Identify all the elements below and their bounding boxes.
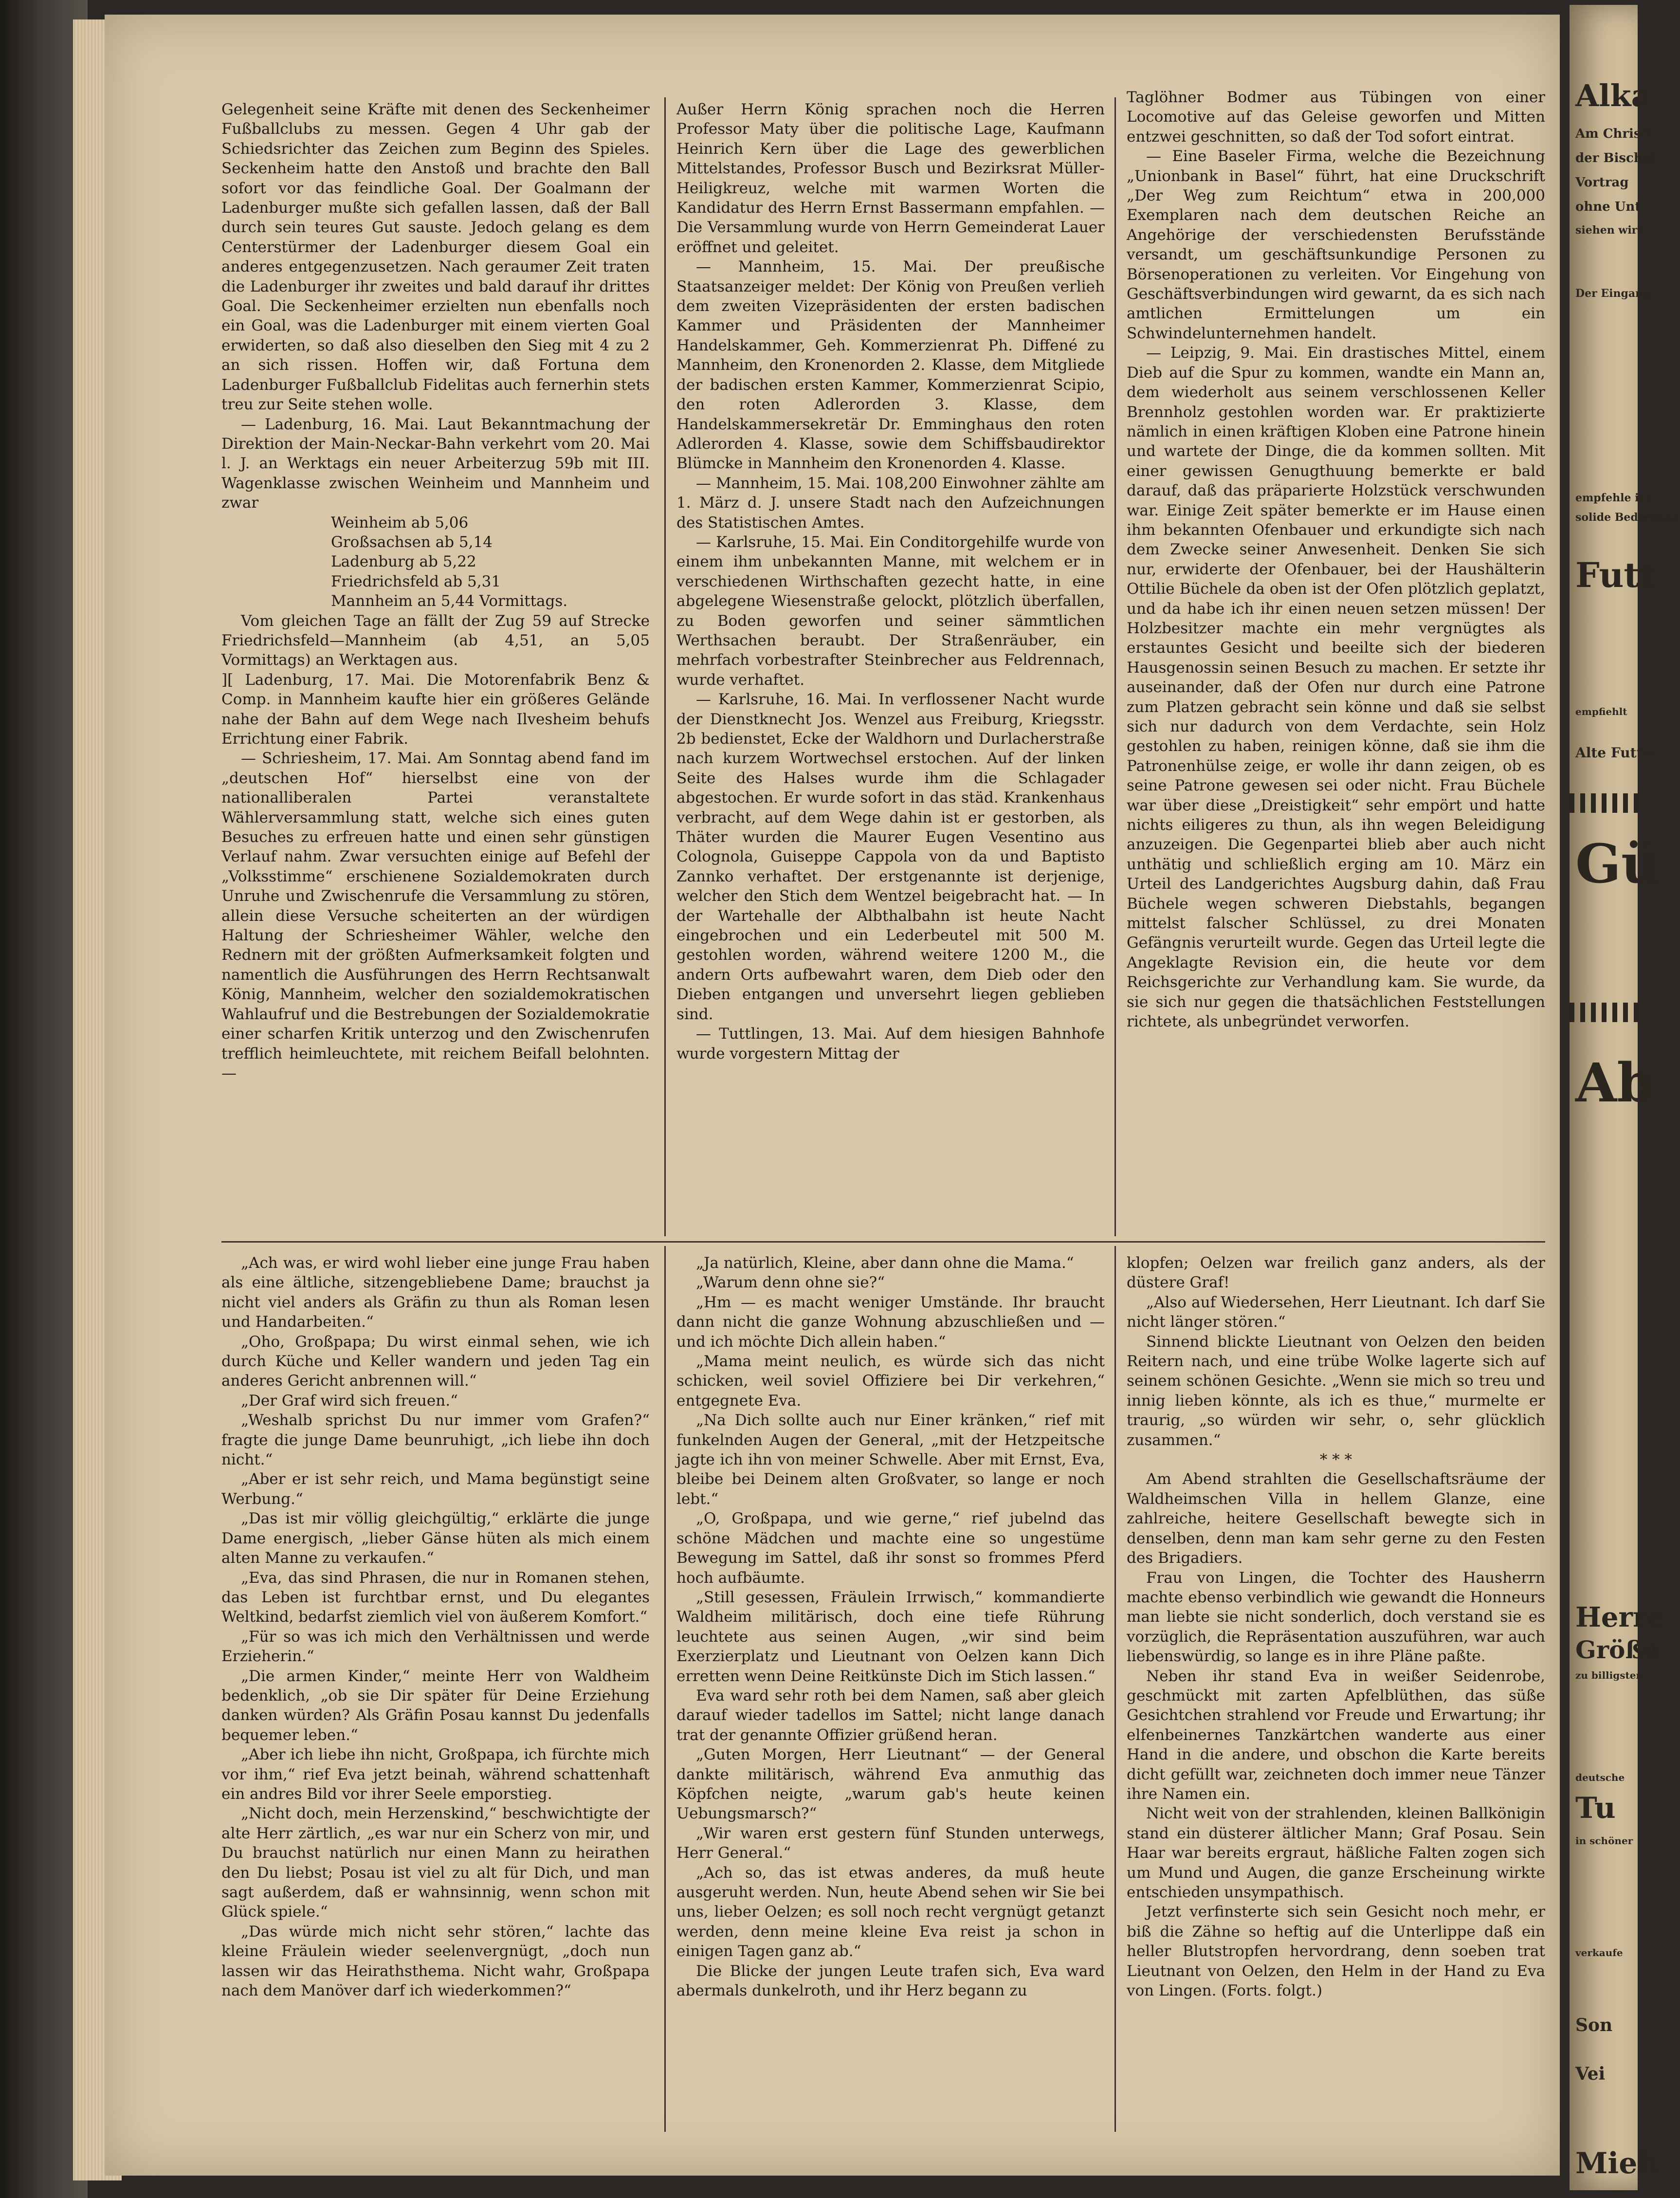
story-paragraph: „Warum denn ohne sie?“ <box>696 1274 885 1292</box>
ad-fragment: Vei <box>1575 2064 1606 2084</box>
newspaper-page <box>105 15 1560 2176</box>
story-paragraph: „Eva, das sind Phrasen, die nur in Romanen stehen, das Leben ist furchtbar ernst, und Du elegantes Weltkind, bedarfst ziemlich viel von äußerem Komfort.“ <box>221 1569 650 1626</box>
article-paragraph: — Mannheim, 15. Mai. Der preußische Staatsanzeiger meldet: Der König von Preußen verlieh dem zweiten Vizepräsidenten der ersten badischen Kammer und Präsidenten der Mannheimer Handelskammer, Geh. Kommerzienrat Ph. Diffené zu Mannheim, den Kronenorden 2. Klasse, dem Mitgliede der badischen ersten Kammer, Kommerzienrat Scipio, den roten Adlerorden 3. Klasse, dem Handelskammersekretär Dr. Emminghaus den roten Adlerorden 4. Klasse, sowie dem Schiffsbaudirektor Blümcke in Mannheim den Kronenorden 4. Klasse. <box>676 258 1105 473</box>
timetable-line: Mannheim an 5,44 Vormittags. <box>331 592 568 610</box>
feuilleton-rule <box>221 1241 1545 1243</box>
ad-fragment: in schöner <box>1575 1835 1633 1847</box>
story-paragraph: „O, Großpapa, und wie gerne,“ rief jubelnd das schöne Mädchen und machte eine so ungestüme Bewegung im Sattel, daß ihr sonst so frommes Pferd hoch aufbäumte. <box>676 1510 1105 1587</box>
ad-fragment: Son <box>1575 2015 1613 2035</box>
ad-fragment: Vortrag <box>1575 175 1629 190</box>
ad-fragment: Der Eingang <box>1575 287 1651 300</box>
news-column-2 <box>676 100 1105 1063</box>
article-paragraph: — Tuttlingen, 13. Mai. Auf dem hiesigen Bahnhofe wurde vorgestern Mittag der <box>676 1025 1105 1062</box>
column-rule <box>1114 1246 1116 2132</box>
story-paragraph: „Das würde mich nicht sehr stören,“ lachte das kleine Fräulein wieder seelenvergnügt, „doch nun lassen wir das Heirathsthema. Nicht wahr, Großpapa nach dem Manöver darf ich wiederkommen?“ <box>221 1923 650 2000</box>
story-paragraph: „Nicht doch, mein Herzenskind,“ beschwichtigte der alte Herr zärtlich, „es war nur ein Scherz von mir, und Du brauchst natürlich nur einen Mann zu heirathen den Du liebst; Posau ist viel zu alt für Dich, und man sagt außerdem, daß er wahnsinnig, wenn schon mit Glück spiele.“ <box>221 1805 650 1921</box>
ad-fragment: ohne Unt <box>1575 200 1641 214</box>
facing-page-edge <box>1570 5 1680 2190</box>
article-paragraph: Taglöhner Bodmer aus Tübingen von einer Locomotive auf das Geleise geworfen und Mitten entzwei geschnitten, so daß der Tod sofort eintrat. <box>1127 89 1545 146</box>
news-column-1 <box>221 100 650 1083</box>
story-paragraph: Sinnend blickte Lieutnant von Oelzen den beiden Reitern nach, und eine trübe Wolke lagerte sich auf seinem schönen Gesichte. „Wenn sie mich so treu und innig lieben könnte, als ich es thue,“ murmelte er traurig, „so würden wir sehr, o, sehr glücklich zusammen.“ <box>1127 1333 1545 1449</box>
ad-fragment: der Bischof <box>1575 151 1657 165</box>
ad-ornament <box>1570 1003 1638 1022</box>
ad-fragment: verkaufe <box>1575 1947 1623 1959</box>
article-paragraph: Außer Herrn König sprachen noch die Herren Professor Maty über die politische Lage, Kaufmann Heinrich Kern über die Lage des gewerblichen Mittelstandes, Professor Busch und Bezirksrat Müller-Heiligkreuz, welche mit warmen Worten die Kandidatur des Herrn Ernst Bassermann empfahlen. — Die Versammlung wurde von Herrn Gemeinderat Lauer eröffnet und geleitet. <box>676 101 1105 256</box>
ad-fragment: Alka <box>1575 78 1651 113</box>
ad-fragment: Größe <box>1575 1635 1660 1664</box>
story-paragraph: „Wir waren erst gestern fünf Stunden unterwegs, Herr General.“ <box>676 1824 1105 1862</box>
ad-fragment: Gü <box>1575 832 1660 895</box>
article-paragraph: — Ladenburg, 16. Mai. Laut Bekanntmachung der Direktion der Main-Neckar-Bahn verkehrt vom 20. Mai l. J. an Werktags ein neuer Arbeiterzug 59b mit III. Wagenklasse zwischen Weinheim und Mannheim und zwar <box>221 415 650 512</box>
story-column-1 <box>221 1253 650 2000</box>
story-paragraph: „Aber er ist sehr reich, und Mama begünstigt seine Werbung.“ <box>221 1470 650 1508</box>
column-rule <box>664 1246 666 2132</box>
ad-fragment: Ab <box>1575 1051 1655 1114</box>
article-paragraph: — Schriesheim, 17. Mai. Am Sonntag abend fand im „deutschen Hof“ hierselbst eine von der nationalliberalen Partei veranstaltete Wählerversammlung statt, welche sich eines guten Besuches zu erfreuen hatte und einen sehr günstigen Verlauf nahm. Zwar versuchten einige auf Befehl der „Volksstimme“ erschienene Sozialdemokraten durch Unruhe und Zwischenrufe die Versammlung zu stören, allein diese Versuche scheiterten an der würdigen Haltung der Schriesheimer Wähler, welche den Rednern mit der größten Aufmerksamkeit folgten und namentlich die Ausführungen des Herrn Rechtsanwalt König, Mannheim, welcher den sozialdemokratischen Wahlaufruf und die Bestrebungen der Sozialdemokratie einer scharfen Kritik unterzog und den Zwischenrufen trefflich heimleuchtete, mit reichem Beifall belohnten. — <box>221 750 650 1082</box>
ad-fragment: deutsche <box>1575 1772 1625 1783</box>
ad-fragment: solide Bedienung <box>1575 511 1680 524</box>
story-paragraph: Die Blicke der jungen Leute trafen sich, Eva ward abermals dunkelroth, und ihr Herz begann zu <box>676 1962 1105 2000</box>
ad-ornament <box>1570 793 1638 813</box>
story-paragraph: Am Abend strahlten die Gesellschaftsräume der Waldheimschen Villa in hellem Glanze, eine zahlreiche, heitere Gesellschaft bewegte sich in denselben, denn man kam sehr gerne zu den Festen des Brigadiers. <box>1127 1470 1545 1567</box>
story-column-3 <box>1127 1253 1545 2000</box>
story-paragraph: Neben ihr stand Eva in weißer Seidenrobe, geschmückt mit zarten Apfelblüthen, das süße Gesichtchen strahlend vor Freude und Erwartung; ihr elfenbeinernes Tanzkärtchen wanderte aus einer Hand in die andere, und obschon die Karte bereits dicht gefüllt war, zeichneten doch immer neue Tänzer ihre Namen ein. <box>1127 1667 1545 1803</box>
story-paragraph: Nicht weit von der strahlenden, kleinen Ballkönigin stand ein düsterer ältlicher Mann; Graf Posau. Sein Haar war bereits ergraut, häßliche Falten zogen sich um Mund und Augen, die ganze Erscheinung wirkte entschieden unsympathisch. <box>1127 1805 1545 1901</box>
timetable-line: Ladenburg ab 5,22 <box>331 553 476 571</box>
story-paragraph: „Hm — es macht weniger Umstände. Ihr braucht dann nicht die ganze Wohnung abzuschließen und — und ich möchte Dich allein haben.“ <box>676 1293 1105 1351</box>
story-paragraph: „Still gesessen, Fräulein Irrwisch,“ kommandierte Waldheim militärisch, doch eine tiefe Rührung leuchtete aus seinen Augen, „wir sind beim Exerzierplatz und Lieutnant von Oelzen kann Dich erretten wenn Deine Reitkünste Dich im Stich lassen.“ <box>676 1588 1105 1685</box>
ad-fragment: Herre <box>1575 1601 1665 1633</box>
story-paragraph: „Oho, Großpapa; Du wirst einmal sehen, wie ich durch Küche und Keller wandern und jeden Tag ein anderes Gericht anbrennen will.“ <box>221 1333 650 1390</box>
article-paragraph: — Mannheim, 15. Mai. 108,200 Einwohner zählte am 1. März d. J. unsere Stadt nach den Aufzeichnungen des Statistischen Amtes. <box>676 474 1105 531</box>
story-column-2 <box>676 1253 1105 2000</box>
column-rule <box>1114 97 1116 1236</box>
story-paragraph: „Ja natürlich, Kleine, aber dann ohne die Mama.“ <box>696 1254 1074 1272</box>
ad-fragment: Tu <box>1575 1791 1616 1825</box>
story-paragraph: Frau von Lingen, die Tochter des Hausherrn machte ebenso verbindlich wie gewandt die Honneurs man liebte sie nicht sonderlich, doch verstand sie es vorzüglich, die Repräsentation auszuführen, war auch liebenswürdig, so lange es in ihre Pläne paßte. <box>1127 1569 1545 1666</box>
timetable-line: Weinheim ab 5,06 <box>331 513 469 531</box>
story-paragraph: „Weshalb sprichst Du nur immer vom Grafen?“ fragte die junge Dame beunruhigt, „ich liebe ihn doch nicht.“ <box>221 1411 650 1469</box>
story-paragraph: klopfen; Oelzen war freilich ganz anders, als der düstere Graf! <box>1127 1254 1545 1292</box>
story-paragraph: „Ach so, das ist etwas anderes, da muß heute ausgeruht werden. Nun, heute Abend sehen wir Sie bei uns, lieber Oelzen; es soll noch recht vergnügt getanzt werden, denn meine kleine Eva reist ja schon in einigen Tagen ganz ab.“ <box>676 1864 1105 1960</box>
column-rule <box>664 97 666 1236</box>
article-paragraph: ][ Ladenburg, 17. Mai. Die Motorenfabrik Benz & Comp. in Mannheim kaufte hier ein größeres Gelände nahe der Bahn auf dem Wege nach Ilvesheim behufs Errichtung einer Fabrik. <box>221 671 650 748</box>
article-paragraph: Gelegenheit seine Kräfte mit denen des Seckenheimer Fußballclubs zu messen. Gegen 4 Uhr gab der Schiedsrichter das Zeichen zum Beginn des Spieles. Seckenheim hatte den Anstoß und brachte den Ball sofort vor das feindliche Goal. Der Goalmann der Ladenburger mußte sich gefallen lassen, daß der Ball durch sein teures Gut sauste. Jedoch gelang es dem Centerstürmer der Ladenburger diesem Goal ein anderes entgegenzusetzen. Nach geraumer Zeit traten die Ladenburger ihr zweites und bald darauf ihr drittes Goal. Die Seckenheimer erzielten nun ebenfalls noch ein Goal, was die Ladenburger mit einem vierten Goal erwiderten, so daß also dieselben den Sieg mit 4 zu 2 an sich rissen. Hoffen wir, daß Fortuna dem Ladenburger Fußballclub Fidelitas auch fernerhin stets treu zur Seite stehen wolle. <box>221 101 650 414</box>
article-paragraph: — Karlsruhe, 15. Mai. Ein Conditorgehilfe wurde von einem ihm unbekannten Manne, mit welchem er in verschiedenen Wirthschaften gezecht hatte, in eine abgelegene Wiesenstraße gelockt, plötzlich überfallen, zu Boden geworfen und seiner sämmtlichen Werthsachen beraubt. Der Straßenräuber, ein mehrfach vorbestrafter Steinbrecher aus Feldrennach, wurde verhaftet. <box>676 533 1105 689</box>
ad-fragment: Am Christi <box>1575 127 1652 141</box>
timetable-line: Großsachsen ab 5,14 <box>331 533 493 551</box>
ad-fragment: zu billigsten <box>1575 1669 1643 1681</box>
news-column-3 <box>1127 88 1545 1032</box>
story-paragraph: „Aber ich liebe ihn nicht, Großpapa, ich fürchte mich vor ihm,“ rief Eva jetzt beinah, während schattenhaft ein andres Bild vor ihrer Seele emporstieg. <box>221 1746 650 1803</box>
ad-fragment: Mieh <box>1575 2146 1659 2180</box>
ad-fragment: empfiehlt <box>1575 706 1627 717</box>
ad-fragment: Futt <box>1575 555 1656 595</box>
story-paragraph: „Also auf Wiedersehen, Herr Lieutnant. Ich darf Sie nicht länger stören.“ <box>1127 1293 1545 1331</box>
story-paragraph: „Mama meint neulich, es würde sich das nicht schicken, weil soviel Offiziere bei Dir verkehren,“ entgegnete Eva. <box>676 1353 1105 1410</box>
story-paragraph: Eva ward sehr roth bei dem Namen, saß aber gleich darauf wieder tadellos im Sattel; nicht lange danach trat der genannte Offizier grüßend heran. <box>676 1686 1105 1744</box>
section-asterisks: * * * <box>1319 1451 1352 1469</box>
ad-fragment: Alte Futter <box>1575 745 1659 761</box>
story-paragraph: „Ach was, er wird wohl lieber eine junge Frau haben als eine ältliche, sitzengebliebene Dame; brauchst ja nicht viel anders als Gräfin zu thun als Roman lesen und Handarbeiten.“ <box>221 1254 650 1331</box>
article-paragraph: — Eine Baseler Firma, welche die Bezeichnung „Unionbank in Basel“ führt, hat eine Druckschrift „Der Weg zum Reichtum“ etwa in 200,000 Exemplaren nach dem deutschen Reiche an Angehörige der verschiedensten Berufsstände versandt, um geschäftsunkundige Personen zu Börsenoperationen zu verleiten. Vor Eingehung von Geschäftsverbindungen wird gewarnt, da es sich nach amtlichen Ermittelungen um ein Schwindelunternehmen handelt. <box>1127 147 1545 342</box>
story-paragraph: Jetzt verfinsterte sich sein Gesicht noch mehr, er biß die Zähne so heftig auf die Unterlippe daß ein heller Blutstropfen hervordrang, denn soeben trat Lieutnant von Oelzen, den Helm in der Hand zu Eva von Lingen. (Forts. folgt.) <box>1127 1903 1545 2000</box>
ad-fragment: siehen wird <box>1575 224 1645 237</box>
article-paragraph: Vom gleichen Tage an fällt der Zug 59 auf Strecke Friedrichsfeld—Mannheim (ab 4,51, an 5,05 Vormittags) an Werktagen aus. <box>221 612 650 669</box>
story-paragraph: „Der Graf wird sich freuen.“ <box>241 1392 458 1410</box>
story-paragraph: „Für so was ich mich den Verhältnissen und werde Erzieherin.“ <box>221 1628 650 1666</box>
timetable-line: Friedrichsfeld ab 5,31 <box>331 572 501 590</box>
ad-fragment: empfehle ich <box>1575 492 1653 504</box>
story-paragraph: „Das ist mir völlig gleichgültig,“ erklärte die junge Dame energisch, „lieber Gänse hüten als mich einem alten Manne zu verkaufen.“ <box>221 1510 650 1567</box>
article-paragraph: — Leipzig, 9. Mai. Ein drastisches Mittel, einem Dieb auf die Spur zu kommen, wandte ein Mann an, dem wiederholt aus seinem verschlossenen Keller Brennholz gestohlen worden war. Er praktizierte nämlich in einen kräftigen Kloben eine Patrone hinein und wartete der Dinge, die da kommen sollten. Mit einer gewissen Genugthuung bemerkte er bald darauf, daß das präparierte Holzstück verschwunden war. Einige Zeit später bemerkte er im Hause einen ihm bekannten Ofenbauer und erkundigte sich nach dem Zwecke seiner Anwesenheit. Denken Sie sich nur, erwiderte der Ofenbauer, bei der Haushälterin Ottilie Büchele da oben ist der Ofen plötzlich geplatzt, und da habe ich ihr einen neuen setzen müssen! Der Holzbesitzer machte ein mehr vergnügtes als erstauntes Gesicht und beeilte sich der biederen Hausgenossin seinen Besuch zu machen. Er setzte ihr auseinander, daß der Ofen nur durch eine Patrone zum Platzen gebracht sein könne und daß sie selbst sich nur dadurch von dem Verdachte, sein Holz gestohlen zu haben, reinigen könne, daß sie ihm die Patronenhülse zeige, er wolle ihr dann zeigen, ob es seine Patrone gewesen sei oder nicht. Frau Büchele war über diese „Dreistigkeit“ sehr empört und hatte nichts eiligeres zu thun, als ihn wegen Beleidigung anzuzeigen. Die Gegenpartei blieb aber auch nicht unthätig und schließlich erging am 10. März ein Urteil des Landgerichtes Augsburg dahin, daß Frau Büchele wegen schweren Diebstahls, begangen mittelst falscher Schlüssel, zu drei Monaten Gefängnis verurteilt wurde. Gegen das Urteil legte die Angeklagte Revision ein, die heute vor dem Reichsgerichte zur Verhandlung kam. Sie wurde, da sie sich nur gegen die thatsächlichen Feststellungen richtete, als unbegründet verworfen. <box>1127 344 1545 1031</box>
story-paragraph: „Na Dich sollte auch nur Einer kränken,“ rief mit funkelnden Augen der General, „mit der Hetzpeitsche jagte ich ihn von meiner Schwelle. Aber mit Ernst, Eva, bleibe bei Deinem alten Großvater, so lange er noch lebt.“ <box>676 1411 1105 1508</box>
story-paragraph: „Die armen Kinder,“ meinte Herr von Waldheim bedenklich, „ob sie Dir später für Deine Erziehung danken würden? Als Gräfin Posau kannst Du jedenfalls bequemer leben.“ <box>221 1667 650 1744</box>
story-paragraph: „Guten Morgen, Herr Lieutnant“ — der General dankte militärisch, während Eva anmuthig das Köpfchen neigte, „warum gab's heute keinen Uebungsmarsch?“ <box>676 1746 1105 1823</box>
article-paragraph: — Karlsruhe, 16. Mai. In verflossener Nacht wurde der Dienstknecht Jos. Wenzel aus Freiburg, Kriegsstr. 2b bedienstet, Ecke der Waldhorn und Durlacherstraße nach kurzem Wortwechsel erstochen. Auf der linken Seite des Halses wurde ihm die Schlagader abgestochen. Er wurde sofort in das städ. Krankenhaus verbracht, auf dem Wege dahin ist er gestorben, als Thäter wurden die Maurer Eugen Vesentino aus Colognola, Guiseppe Cappola von da und Baptisto Zannko verhaftet. Der erstgenannte ist derjenige, welcher den Stich dem Wentzel beigebracht hat. — In der Wartehalle der Albthalbahn ist heute Nacht eingebrochen und ein Lederbeutel mit 500 M. gestohlen worden, während weitere 1200 M., die andern Orts aufbewahrt waren, dem Dieb oder den Dieben entgangen und unversehrt liegen geblieben sind. <box>676 691 1105 1023</box>
